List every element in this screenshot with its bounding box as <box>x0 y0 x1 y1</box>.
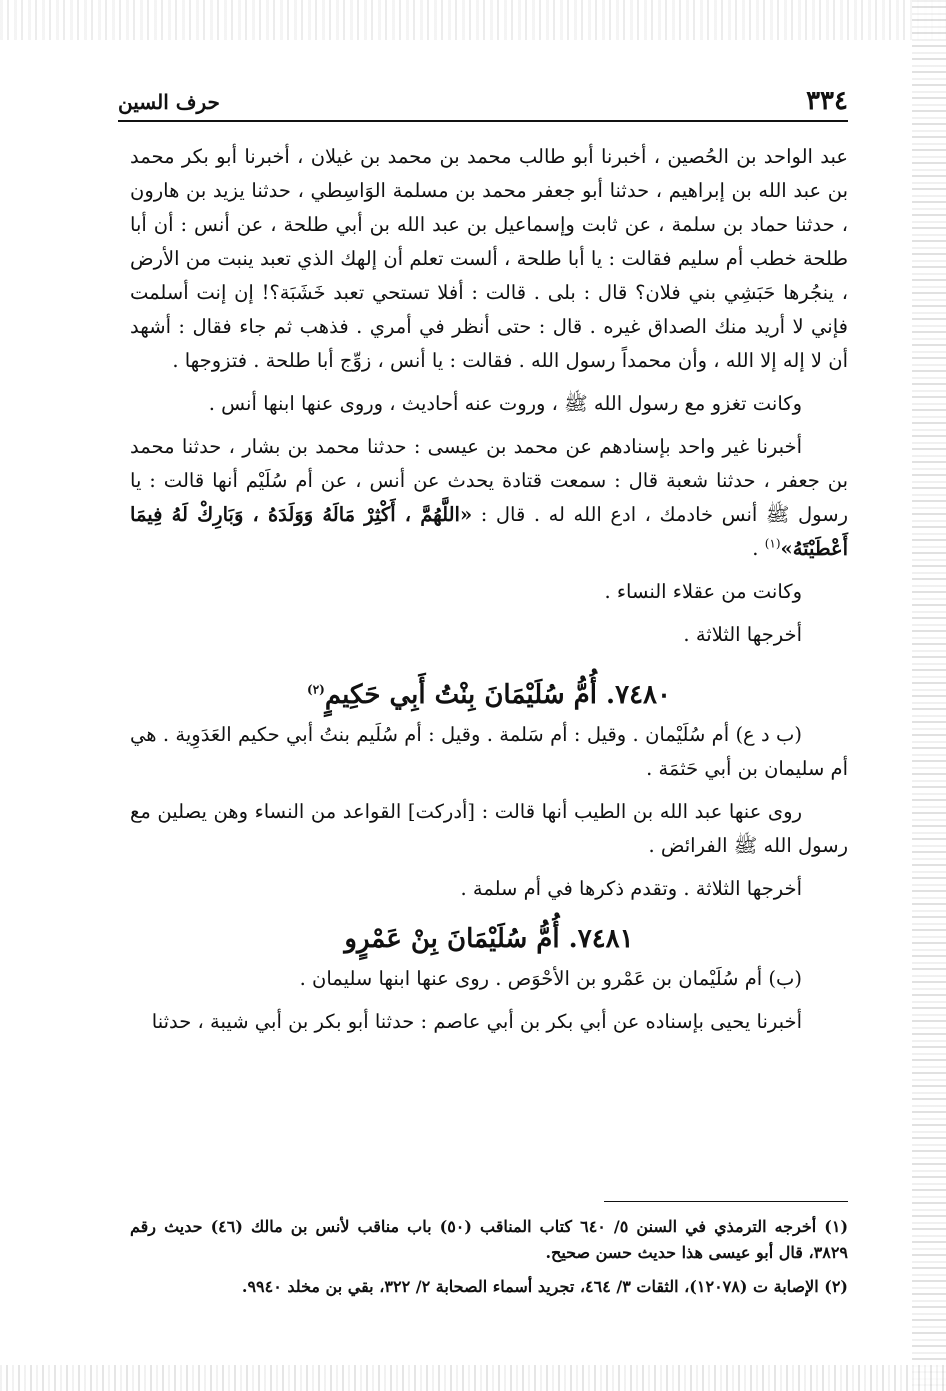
section-title: حرف السين <box>118 90 220 114</box>
footnote-ref: (٢) <box>307 682 325 697</box>
paragraph-text: أخبرنا غير واحد بإسنادهم عن محمد بن عيسى : حدثنا محمد بن بشار ، حدثنا محمد بن جعفر ، حدثنا شعبة قال : سمعت قتادة يحدث عن أنس ، عن أم سُلَيْم أنها قالت : يا رسول ﷺ أنس خادمك ، ادع الله له . قال : <box>130 435 849 526</box>
page-number: ٣٣٤ <box>806 86 848 116</box>
paragraph: عبد الواحد بن الحُصين ، أخبرنا أبو طالب محمد بن محمد بن غيلان ، أخبرنا أبو بكر محمد بن عبد الله بن إبراهيم ، حدثنا أبو جعفر محمد بن مسلمة الوَاسِطي ، حدثنا يزيد بن هارون ، حدثنا حماد بن سلمة ، عن ثابت وإسماعيل بن عبد الله بن أبي طلحة ، عن أنس : أن أبا طلحة خطب أم سليم فقالت : يا أبا طلحة ، ألست تعلم أن إلهك الذي تعبد ينبت من الأرض ، ينجُرها حَبَشِي بني فلان؟ قال : بلى . قالت : أفلا تستحي تعبد خَشَبَة؟! إن إنت أسلمت فإني لا أريد منك الصداق غيره . قال : حتى أنظر في أمري . فذهب ثم جاء فقال : أشهد أن لا إله إلا الله ، وأن محمداً رسول الله . فقالت : يا أنس ، زوِّج أبا طلحة . فتزوجها . <box>130 145 848 372</box>
hadith-text: «اللَّهُمَّ ، أَكْثِرْ مَالَهُ وَوَلَدَهُ ، وَبَارِكْ لَهُ فِيمَا أَعْطَيْتَهُ» <box>130 503 848 560</box>
scan-edge-right <box>912 0 946 1391</box>
paragraph <box>130 430 848 566</box>
entry-title-text: ٧٤٨٠. أُمُّ سُلَيْمَانَ بِنْتُ أَبِي حَكِيمٍ <box>324 680 671 710</box>
paragraph: أخبرنا يحيى بإسناده عن أبي بكر بن أبي عاصم : حدثنا أبو بكر بن أبي شيبة ، حدثنا <box>151 1010 802 1033</box>
paragraph: أخرجها الثلاثة . <box>683 623 802 646</box>
entry-title <box>130 676 848 714</box>
paragraph: روى عنها عبد الله بن الطيب أنها قالت : [أدركت] القواعد من النساء وهن يصلين مع رسول الله ﷺ الفرائض . <box>130 800 848 857</box>
paragraph-end: . <box>752 537 759 560</box>
paragraph: (ب د ع) أم سُلَيْمان . وقيل : أم سَلمة . وقيل : أم سُلَيم بنتُ أبي حكيم العَدَوِية . هي أم سليمان بن أبي حَثمَة . <box>130 723 848 780</box>
entry-title <box>130 920 848 958</box>
footnote-ref: (١) <box>764 536 781 551</box>
footnote-divider <box>604 1201 848 1202</box>
scan-edge-bottom <box>0 1365 946 1391</box>
paragraph: أخرجها الثلاثة . وتقدم ذكرها في أم سلمة . <box>460 877 802 900</box>
paragraph: وكانت من عقلاء النساء . <box>604 580 802 603</box>
footnote: (١) أخرجه الترمذي في السنن ٥/ ٦٤٠ كتاب المناقب (٥٠) باب مناقب لأنس بن مالك (٤٦) حديث رقم ٣٨٢٩، قال أبو عيسى هذا حديث حسن صحيح. <box>130 1217 849 1262</box>
footnotes <box>130 1214 848 1308</box>
footnote: (٢) الإصابة ت (١٢٠٧٨)، الثقات ٣/ ٤٦٤، تجريد أسماء الصحابة ٢/ ٣٢٢، بقي بن مخلد ٩٩٤٠. <box>241 1277 848 1296</box>
scan-edge-top <box>0 0 946 40</box>
page-header <box>118 84 848 122</box>
entry-title-text: ٧٤٨١. أُمُّ سُلَيْمَانَ بِنْ عَمْرٍو <box>344 924 634 954</box>
paragraph: (ب) أم سُلَيْمان بن عَمْرو بن الأحْوَص . روى عنها ابنها سليمان . <box>299 967 802 990</box>
main-text <box>130 140 848 1039</box>
paragraph: وكانت تغزو مع رسول الله ﷺ ، وروت عنه أحاديث ، وروى عنها ابنها أنس . <box>208 392 802 415</box>
